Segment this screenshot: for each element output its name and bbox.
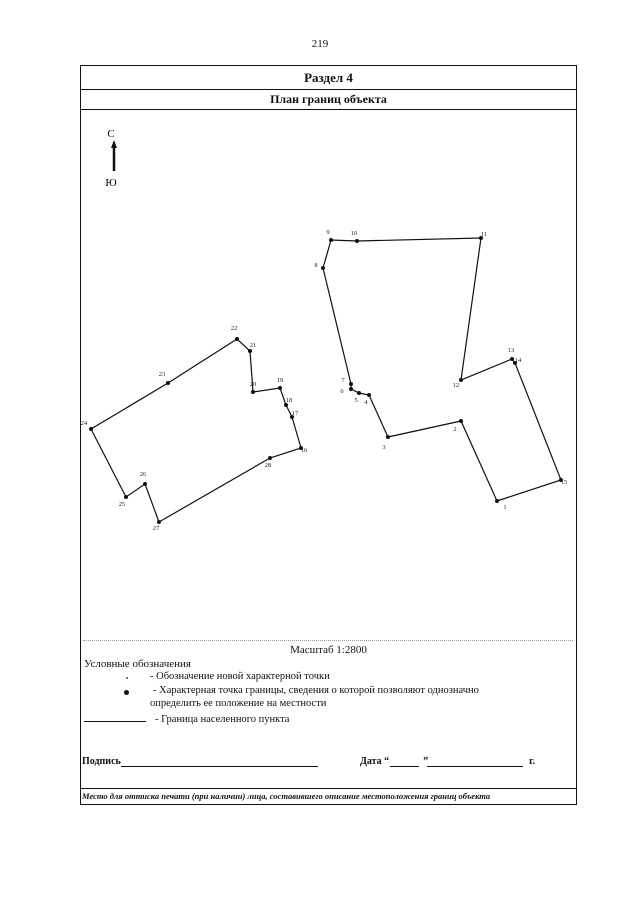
- boundary-map: [81, 66, 578, 636]
- date-quote-close: ”: [423, 756, 429, 767]
- boundary-point-26: [143, 482, 147, 486]
- point-label-5: 5: [354, 397, 358, 404]
- boundary-point-21: [248, 349, 252, 353]
- date-quote-open: “: [384, 756, 390, 767]
- legend-existing-point-line2: определить ее положение на местности: [150, 698, 327, 709]
- legend-new-point: - Обозначение новой характерной точки: [150, 671, 330, 682]
- date-year-suffix: г.: [529, 756, 536, 767]
- boundary-point-1: [495, 499, 499, 503]
- boundary-point-7: [349, 382, 353, 386]
- point-label-12: 12: [452, 382, 460, 389]
- point-label-16: 16: [300, 447, 308, 454]
- point-label-7: 7: [341, 377, 345, 384]
- legend-title: Условные обозначения: [84, 658, 191, 670]
- map-scale: Масштаб 1:2800: [290, 644, 367, 656]
- boundary-point-2: [459, 419, 463, 423]
- boundary-point-3: [386, 435, 390, 439]
- point-label-21: 21: [249, 342, 257, 349]
- map-bottom-divider: [83, 640, 573, 641]
- boundary-point-20: [251, 390, 255, 394]
- compass-north-label: С: [107, 128, 115, 140]
- signature-line: [121, 766, 318, 767]
- point-label-11: 11: [480, 231, 488, 238]
- section-frame: [80, 65, 577, 805]
- stamp-place-note: Место для оттиска печати (при наличии) лица, составившего описание местоположения границ объекта: [81, 788, 577, 801]
- point-label-26: 26: [139, 471, 147, 478]
- compass-arrow-icon: [111, 140, 117, 148]
- point-label-1: 1: [503, 504, 507, 511]
- boundary-point-13: [510, 357, 514, 361]
- point-label-20: 20: [249, 381, 257, 388]
- boundary-point-8: [321, 266, 325, 270]
- point-label-10: 10: [350, 230, 358, 237]
- point-label-13: 13: [507, 347, 515, 354]
- boundary-point-22: [235, 337, 239, 341]
- point-label-2: 2: [453, 426, 457, 433]
- southwest-parcel-boundary: [91, 339, 301, 522]
- point-label-6: 6: [340, 388, 344, 395]
- boundary-point-12: [459, 378, 463, 382]
- point-label-15: 15: [560, 479, 568, 486]
- boundary-point-27: [157, 520, 161, 524]
- parcel-polygons: [91, 238, 561, 522]
- date-label: Дата: [360, 756, 382, 767]
- point-label-28: 28: [264, 462, 272, 469]
- point-label-22: 22: [230, 325, 238, 332]
- boundary-point-5: [357, 391, 361, 395]
- boundary-point-25: [124, 495, 128, 499]
- section-title: Раздел 4: [81, 66, 576, 90]
- boundary-point-19: [278, 386, 282, 390]
- northeast-parcel-boundary: [323, 238, 561, 501]
- legend-existing-point-line1: - Характерная точка границы, сведения о которой позволяют однозначно: [153, 685, 479, 696]
- point-label-3: 3: [382, 444, 386, 451]
- point-label-25: 25: [118, 501, 126, 508]
- boundary-point-4: [367, 393, 371, 397]
- point-label-9: 9: [326, 229, 330, 236]
- boundary-point-23: [166, 381, 170, 385]
- boundary-point-10: [355, 239, 359, 243]
- point-label-19: 19: [276, 377, 284, 384]
- date-day-line: [390, 766, 419, 767]
- signature-label: Подпись: [82, 756, 121, 767]
- boundary-point-24: [89, 427, 93, 431]
- point-label-14: 14: [514, 357, 522, 364]
- point-label-8: 8: [314, 262, 318, 269]
- point-label-17: 17: [291, 410, 299, 417]
- compass-south-label: Ю: [105, 177, 117, 189]
- point-label-23: 23: [158, 371, 166, 378]
- boundary-point-6: [349, 387, 353, 391]
- page-number: 219: [311, 38, 329, 50]
- legend-settlement-boundary: - Граница населенного пункта: [155, 714, 290, 725]
- point-label-24: 24: [81, 420, 88, 427]
- point-label-27: 27: [152, 525, 160, 532]
- existing-point-symbol-icon: [124, 690, 129, 695]
- point-label-4: 4: [364, 399, 368, 406]
- boundary-point-28: [268, 456, 272, 460]
- point-label-18: 18: [285, 397, 293, 404]
- boundary-line-symbol: [84, 721, 146, 722]
- new-point-symbol-icon: [126, 677, 128, 679]
- section-subtitle: План границ объекта: [81, 89, 576, 110]
- boundary-point-9: [329, 238, 333, 242]
- date-month-line: [427, 766, 523, 767]
